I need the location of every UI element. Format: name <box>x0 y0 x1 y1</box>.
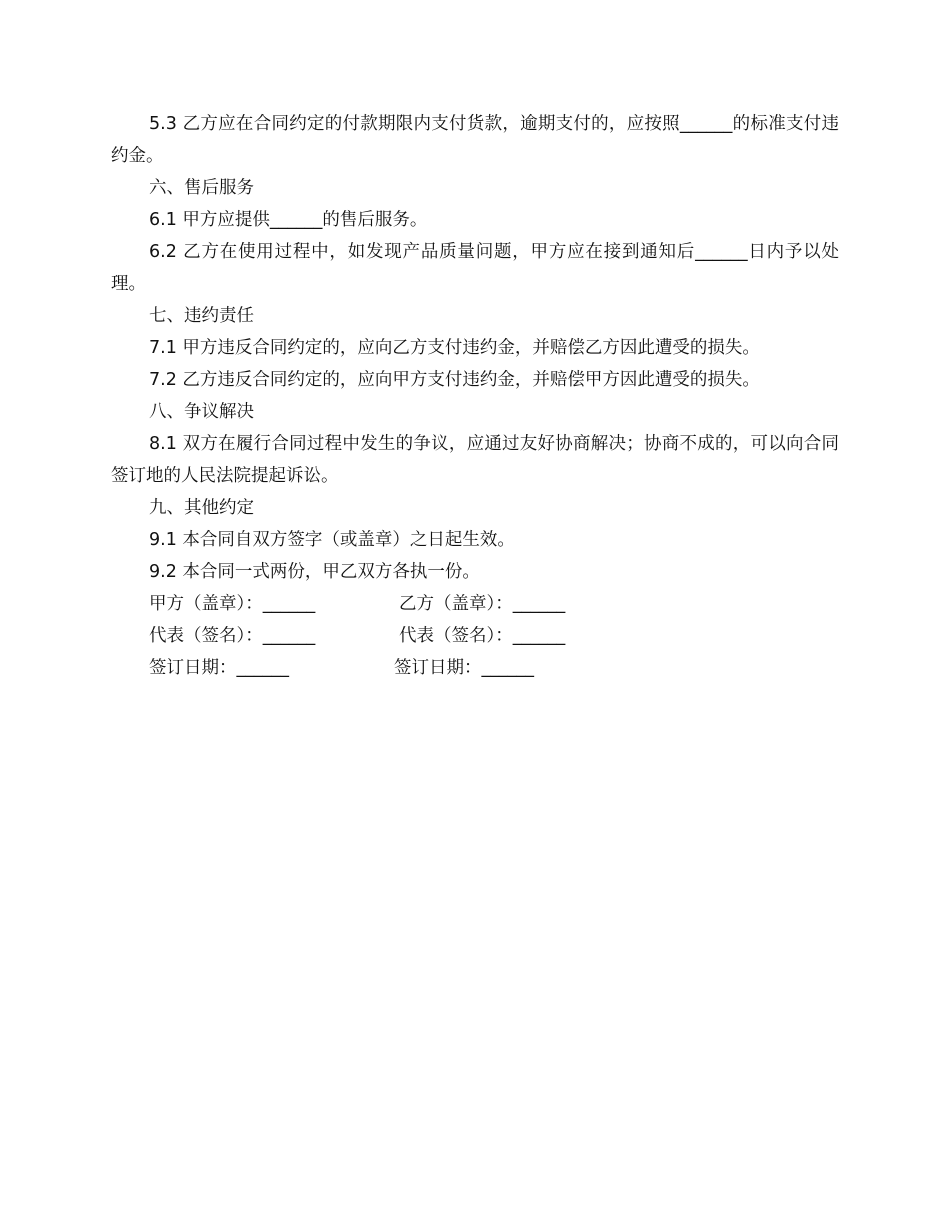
contract-body <box>111 108 839 684</box>
party-b-date-line: 签订日期：______ <box>394 658 534 678</box>
clause-9-1: 9.1 本合同自双方签字（或盖章）之日起生效。 <box>149 530 515 550</box>
clause-6-2: 6.2 乙方在使用过程中，如发现产品质量问题，甲方应在接到通知后______日内予以处理。 <box>111 242 839 294</box>
signature-row-seal <box>111 588 839 620</box>
clause-9-2: 9.2 本合同一式两份，甲乙双方各执一份。 <box>149 562 480 582</box>
clause-5-3: 5.3 乙方应在合同约定的付款期限内支付货款，逾期支付的，应按照______的标准支付违约金。 <box>111 114 839 166</box>
signature-row-date <box>111 652 839 684</box>
party-a-date-line: 签订日期：______ <box>149 658 289 678</box>
clause-7-2: 7.2 乙方违反合同约定的，应向甲方支付违约金，并赔偿甲方因此遭受的损失。 <box>149 370 760 390</box>
party-a-seal-line: 甲方（盖章）：______ <box>149 594 316 614</box>
section-heading-liability: 七、违约责任 <box>149 306 254 326</box>
signature-row-representative <box>111 620 839 652</box>
clause-6-1: 6.1 甲方应提供______的售后服务。 <box>149 210 428 230</box>
clause-8-1: 8.1 双方在履行合同过程中发生的争议，应通过友好协商解决；协商不成的，可以向合同签订地的人民法院提起诉讼。 <box>111 434 839 486</box>
section-heading-after-sales: 六、售后服务 <box>149 178 254 198</box>
section-heading-other: 九、其他约定 <box>149 498 254 518</box>
party-b-seal-line: 乙方（盖章）：______ <box>399 594 566 614</box>
clause-7-1: 7.1 甲方违反合同约定的，应向乙方支付违约金，并赔偿乙方因此遭受的损失。 <box>149 338 760 358</box>
section-heading-dispute: 八、争议解决 <box>149 402 254 422</box>
party-b-representative-line: 代表（签名）：______ <box>399 626 566 646</box>
party-a-representative-line: 代表（签名）：______ <box>149 626 316 646</box>
